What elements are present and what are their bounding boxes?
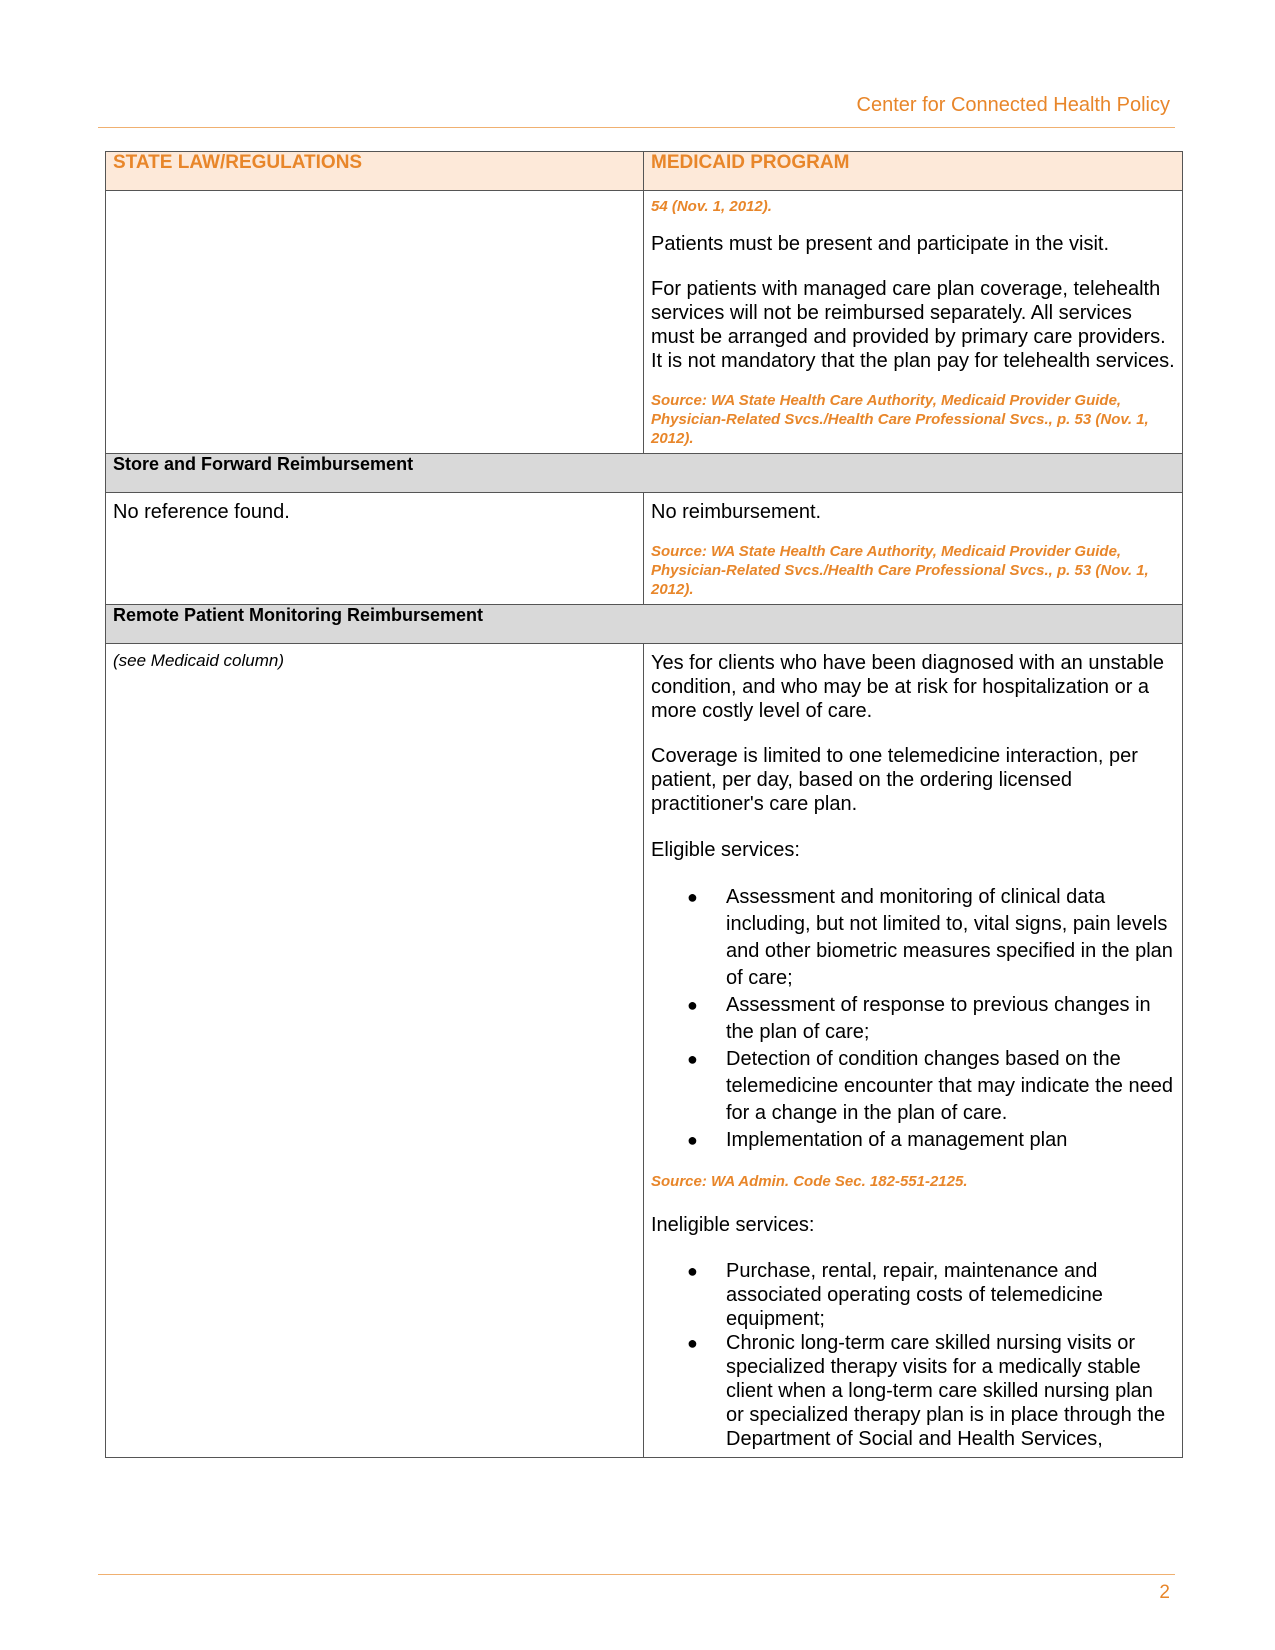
cell-medicaid-rpm [644,644,1183,1458]
bullet-icon: ● [687,1261,698,1281]
column-header-state-law: STATE LAW/REGULATIONS [106,152,644,191]
list-item-text: Implementation of a management plan [726,1129,1068,1151]
cell-state-law-continued [106,191,644,454]
list-item-text: Chronic long-term care skilled nursing visits or specialized therapy visits for a medically stable client when a long-term care skilled nursing plan or specialized therapy plan is in place through the Department of Social and Health Services, [726,1332,1166,1450]
paragraph: Yes for clients who have been diagnosed with an unstable condition, and who may be at risk for hospitalization or a more costly level of care. [651,652,1164,722]
section-title: Store and Forward Reimbursement [106,454,1183,493]
column-header-medicaid: MEDICAID PROGRAM [644,152,1183,191]
list-item [651,1127,1175,1154]
page-header-title: Center for Connected Health Policy [856,94,1170,116]
list-item-text: Assessment of response to previous changes in the plan of care; [726,994,1151,1043]
source-citation: 54 (Nov. 1, 2012). [651,198,772,215]
bullet-icon: ● [687,995,698,1015]
list-item [651,884,1175,992]
list-item [651,1331,1175,1451]
list-item [651,1259,1175,1331]
table-row-store-forward [106,493,1183,605]
paragraph: Coverage is limited to one telemedicine interaction, per patient, per day, based on the ordering licensed practitioner's care plan. [651,745,1138,815]
section-row-rpm [106,605,1183,644]
ineligible-services-label: Ineligible services: [651,1214,815,1236]
source-citation: Source: WA State Health Care Authority, Medicaid Provider Guide, Physician-Related Svcs./Health Care Professional Svcs., p. 53 (Nov. 1, 2012). [651,392,1149,447]
cell-text: No reimbursement. [651,501,822,523]
source-citation: Source: WA Admin. Code Sec. 182-551-2125. [651,1173,968,1190]
cell-medicaid-store-forward [644,493,1183,605]
table-row-rpm [106,644,1183,1458]
header-divider [98,127,1175,128]
ineligible-services-list [651,1259,1175,1451]
cell-note: (see Medicaid column) [113,651,285,670]
bullet-icon: ● [687,1130,698,1150]
page-number: 2 [1159,1582,1170,1603]
table-row-continued [106,191,1183,454]
paragraph: Patients must be present and participate in the visit. [651,233,1110,255]
bullet-icon: ● [687,887,698,907]
list-item-text: Purchase, rental, repair, maintenance and associated operating costs of telemedicine equipment; [726,1260,1103,1330]
policy-table [105,151,1183,1458]
cell-medicaid-continued [644,191,1183,454]
bullet-icon: ● [687,1333,698,1353]
cell-text: No reference found. [113,501,290,523]
bullet-icon: ● [687,1049,698,1069]
eligible-services-label: Eligible services: [651,839,800,861]
cell-state-law-store-forward [106,493,644,605]
list-item-text: Assessment and monitoring of clinical data including, but not limited to, vital signs, pain levels and other biometric measures specified in the plan of care; [726,886,1173,989]
table-header-row [106,152,1183,191]
list-item [651,1046,1175,1127]
list-item [651,992,1175,1046]
footer-divider [98,1574,1175,1575]
eligible-services-list [651,884,1175,1154]
section-row-store-forward [106,454,1183,493]
source-citation: Source: WA State Health Care Authority, Medicaid Provider Guide, Physician-Related Svcs./Health Care Professional Svcs., p. 53 (Nov. 1, 2012). [651,543,1149,598]
cell-state-law-rpm [106,644,644,1458]
list-item-text: Detection of condition changes based on the telemedicine encounter that may indicate the need for a change in the plan of care. [726,1048,1173,1124]
section-title: Remote Patient Monitoring Reimbursement [106,605,1183,644]
paragraph: For patients with managed care plan coverage, telehealth services will not be reimbursed separately. All services must be arranged and provided by primary care providers. It is not mandatory that the plan pay for telehealth services. [651,278,1175,372]
